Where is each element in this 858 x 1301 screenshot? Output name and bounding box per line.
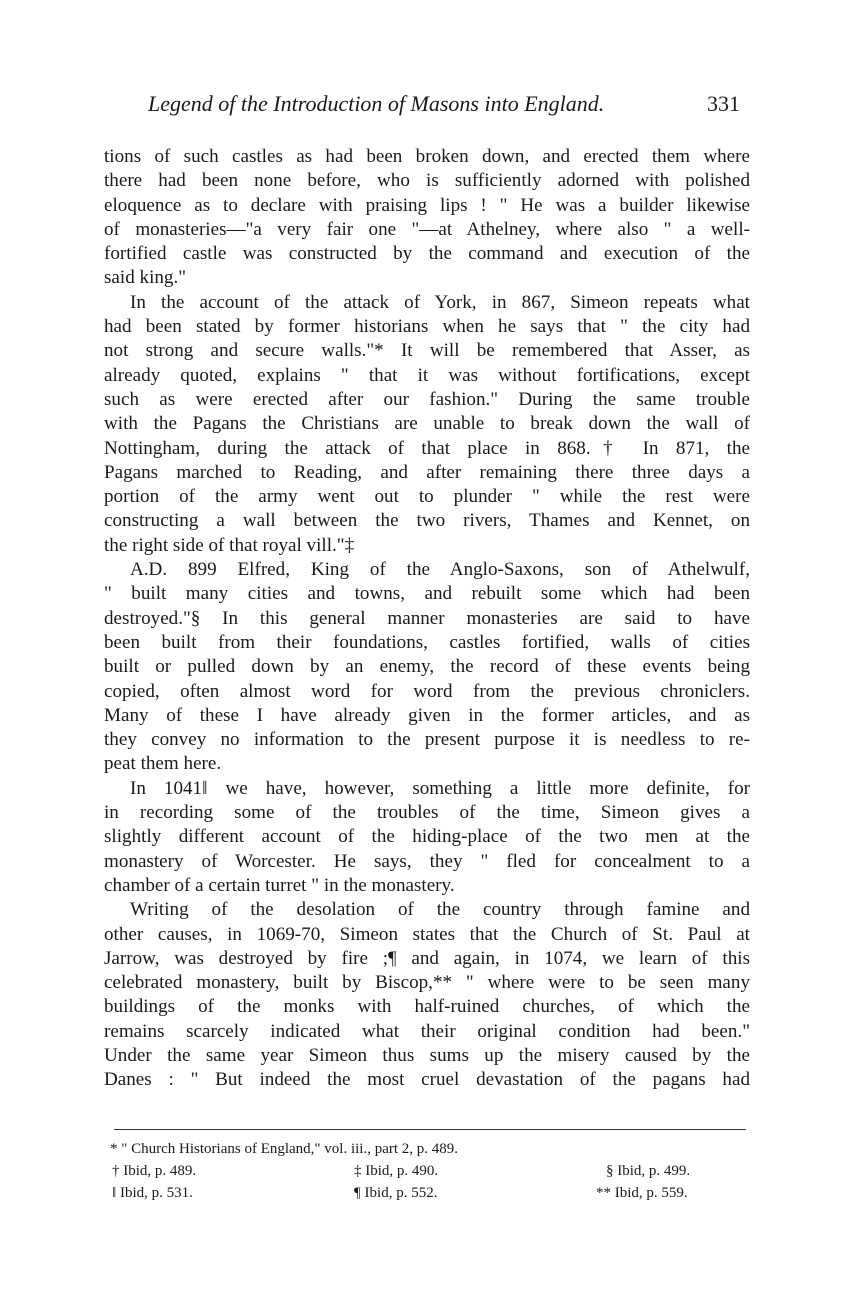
text-line: destroyed."§ In this general manner monasteries are said to have	[104, 607, 750, 629]
text-line: with the Pagans the Christians are unable to break down the wall of	[104, 413, 750, 435]
running-head	[104, 91, 740, 121]
text-line: there had been none before, who is sufficiently adorned with polished	[104, 170, 750, 192]
text-line: built or pulled down by an enemy, the record of these events being	[104, 656, 750, 678]
footnote-dagger: † Ibid, p. 489.	[112, 1163, 197, 1179]
text-line: constructing a wall between the two rivers, Thames and Kennet, on	[104, 510, 750, 532]
text-line: slightly different account of the hiding-place of the two men at the	[104, 826, 750, 848]
footnote-double-dagger: ‡ Ibid, p. 490.	[354, 1163, 439, 1179]
text-line: had been stated by former historians when he says that " the city had	[104, 316, 750, 338]
text-line: " built many cities and towns, and rebuilt some which had been	[104, 583, 750, 605]
text-line: other causes, in 1069-70, Simeon states that the Church of St. Paul at	[104, 923, 750, 945]
footnote-line	[110, 1182, 730, 1204]
paragraph-start-line: In 1041‖ we have, however, something a little more definite, for	[130, 777, 750, 799]
footnote-line	[110, 1160, 730, 1182]
footnote-double-star: ** Ibid, p. 559.	[596, 1185, 688, 1201]
text-line: portion of the army went out to plunder " while the rest were	[104, 486, 750, 508]
text-line: tions of such castles as had been broken down, and erected them where	[104, 146, 750, 167]
footnote-line	[110, 1138, 730, 1160]
footnote-parallel: ‖ Ibid, p. 531.	[112, 1185, 193, 1201]
text-line: eloquence as to declare with praising lips ! " He was a builder likewise	[104, 194, 750, 216]
text-line: Many of these I have already given in the former articles, and as	[104, 704, 750, 726]
text-line: copied, often almost word for word from the previous chroniclers.	[104, 680, 750, 702]
text-line: Pagans marched to Reading, and after remaining there three days a	[104, 461, 750, 483]
text-line: fortified castle was constructed by the command and execution of the	[104, 243, 750, 265]
text-line: buildings of the monks with half-ruined churches, of which the	[104, 996, 750, 1018]
paragraph-start-line: A.D. 899 Elfred, King of the Anglo-Saxons, son of Athelwulf,	[130, 559, 750, 581]
page-number: 331	[707, 91, 740, 116]
paragraph-start-line: Writing of the desolation of the country through famine and	[130, 899, 750, 921]
text-line: chamber of a certain turret " in the monastery.	[104, 874, 455, 896]
text-line: already quoted, explains " that it was without fortifications, except	[104, 364, 750, 386]
text-line: they convey no information to the present purpose it is needless to re-	[104, 729, 750, 751]
text-line: remains scarcely indicated what their original condition had been."	[104, 1020, 750, 1042]
text-line: not strong and secure walls."* It will be remembered that Asser, as	[104, 340, 750, 362]
text-line: Jarrow, was destroyed by fire ;¶ and again, in 1074, we learn of this	[104, 947, 750, 969]
footnote-pilcrow: ¶ Ibid, p. 552.	[354, 1185, 438, 1201]
footnote-star: * " Church Historians of England," vol. iii., part 2, p. 489.	[110, 1141, 459, 1157]
text-line: monastery of Worcester. He says, they " fled for concealment to a	[104, 850, 750, 872]
text-line: peat them here.	[104, 753, 222, 775]
text-line: Nottingham, during the attack of that place in 868.† In 871, the	[104, 437, 750, 459]
footnote-section: § Ibid, p. 499.	[606, 1163, 691, 1179]
text-line: Danes : " But indeed the most cruel devastation of the pagans had	[104, 1069, 750, 1091]
text-line: in recording some of the troubles of the time, Simeon gives a	[104, 802, 750, 824]
text-line: of monasteries—"a very fair one "—at Athelney, where also " a well-	[104, 218, 750, 240]
text-line: Under the same year Simeon thus sums up the misery caused by the	[104, 1044, 750, 1066]
text-line: been built from their foundations, castles fortified, walls of cities	[104, 631, 750, 653]
footnote-divider	[114, 1129, 746, 1130]
text-line: such as were erected after our fashion." During the same trouble	[104, 388, 750, 410]
running-head-title: Legend of the Introduction of Masons into England.	[148, 91, 605, 116]
paragraph-start-line: In the account of the attack of York, in 867, Simeon repeats what	[130, 291, 750, 313]
text-line: the right side of that royal vill."‡	[104, 534, 355, 556]
footnotes	[110, 1138, 730, 1204]
text-line: said king."	[104, 267, 187, 289]
body-text	[104, 145, 750, 1093]
text-line: celebrated monastery, built by Biscop,** " where were to be seen many	[104, 972, 750, 994]
